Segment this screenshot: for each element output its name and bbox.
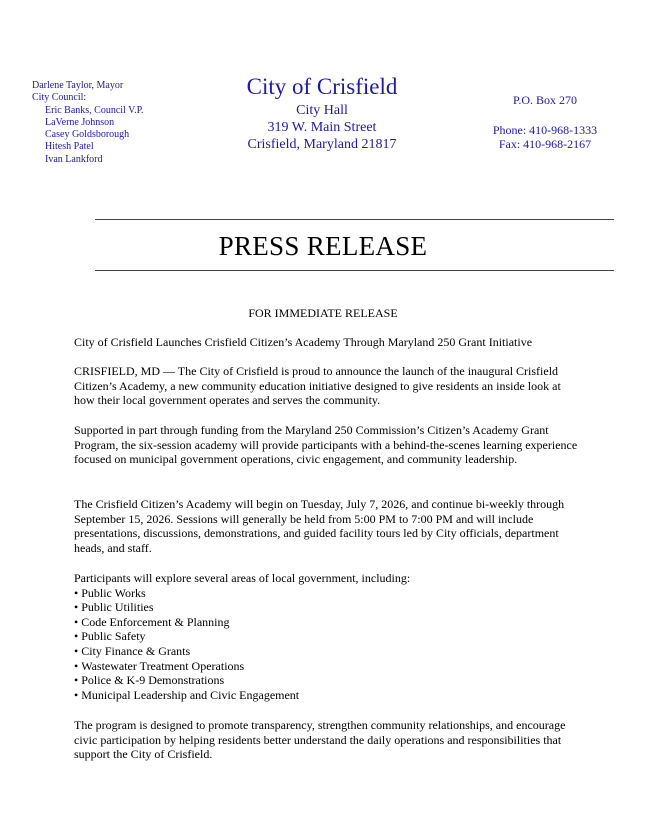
paragraph-funding: Supported in part through funding from the Maryland 250 Commission’s Citizen’s Academy Grant Program, the six-session academy will provide participants with a behind-the-scenes learning experience focused on municipal government operations, civic engagement, and community leadership. xyxy=(74,423,578,467)
list-item: • Police & K-9 Demonstrations xyxy=(74,673,584,688)
building-name: City Hall xyxy=(296,103,348,118)
paragraph-closing: The program is designed to promote transparency, strengthen community relationships, and encourage civic participation by helping residents better understand the daily operations and responsibilities that support the City of Crisfield. xyxy=(74,718,566,762)
council-member: Hitesh Patel xyxy=(45,141,94,153)
street-address: 319 W. Main Street xyxy=(267,120,377,135)
city-hall-address xyxy=(232,72,412,153)
list-item: • Public Safety xyxy=(74,629,584,644)
list-item: • Wastewater Treatment Operations xyxy=(74,659,584,674)
paragraph-schedule: The Crisfield Citizen’s Academy will begin on Tuesday, July 7, 2026, and continue bi-weekly through September 15, 2026. Sessions will generally be held from 5:00 PM to 7:00 PM and will include presentations, discussions, demonstrations, and guided facility tours led by City officials, department heads, and staff. xyxy=(74,497,565,555)
contact-info xyxy=(480,93,610,152)
mayor-name: Darlene Taylor, Mayor xyxy=(32,80,124,91)
paragraph-topics-intro: Participants will explore several areas of local government, including: xyxy=(74,571,411,585)
list-item: • Public Works xyxy=(74,586,584,601)
council-heading: City Council: xyxy=(32,92,87,104)
po-box: P.O. Box 270 xyxy=(512,93,577,107)
headline: City of Crisfield Launches Crisfield Citizen’s Academy Through Maryland 250 Grant Initiative xyxy=(74,335,533,349)
council-member: LaVerne Johnson xyxy=(45,116,115,128)
paragraph-intro: CRISFIELD, MD — The City of Crisfield is proud to announce the launch of the inaugural Crisfield Citizen’s Academy, a new community education initiative designed to give residents an inside look at how their local government operates and serves the community. xyxy=(74,364,561,408)
list-item: • Municipal Leadership and Civic Engagement xyxy=(74,688,584,703)
phone-number: Phone: 410-968-1333 xyxy=(492,122,598,137)
page-title: PRESS RELEASE xyxy=(218,231,428,261)
list-item: • Code Enforcement & Planning xyxy=(74,615,584,630)
list-item: • City Finance & Grants xyxy=(74,644,584,659)
council-member: Eric Banks, Council V.P. xyxy=(45,104,144,116)
release-label: FOR IMMEDIATE RELEASE xyxy=(248,306,398,320)
city-state-zip: Crisfield, Maryland 21817 xyxy=(247,137,397,152)
council-member: Casey Goldsborough xyxy=(45,129,130,141)
bottom-divider xyxy=(95,270,614,271)
council-member: Ivan Lankford xyxy=(45,153,103,165)
top-divider xyxy=(95,219,614,220)
officials-list xyxy=(32,80,144,166)
list-item: • Public Utilities xyxy=(74,600,584,615)
topics-list xyxy=(74,586,584,703)
fax-number: Fax: 410-968-2167 xyxy=(498,137,592,151)
city-name: City of Crisfield xyxy=(246,74,398,99)
